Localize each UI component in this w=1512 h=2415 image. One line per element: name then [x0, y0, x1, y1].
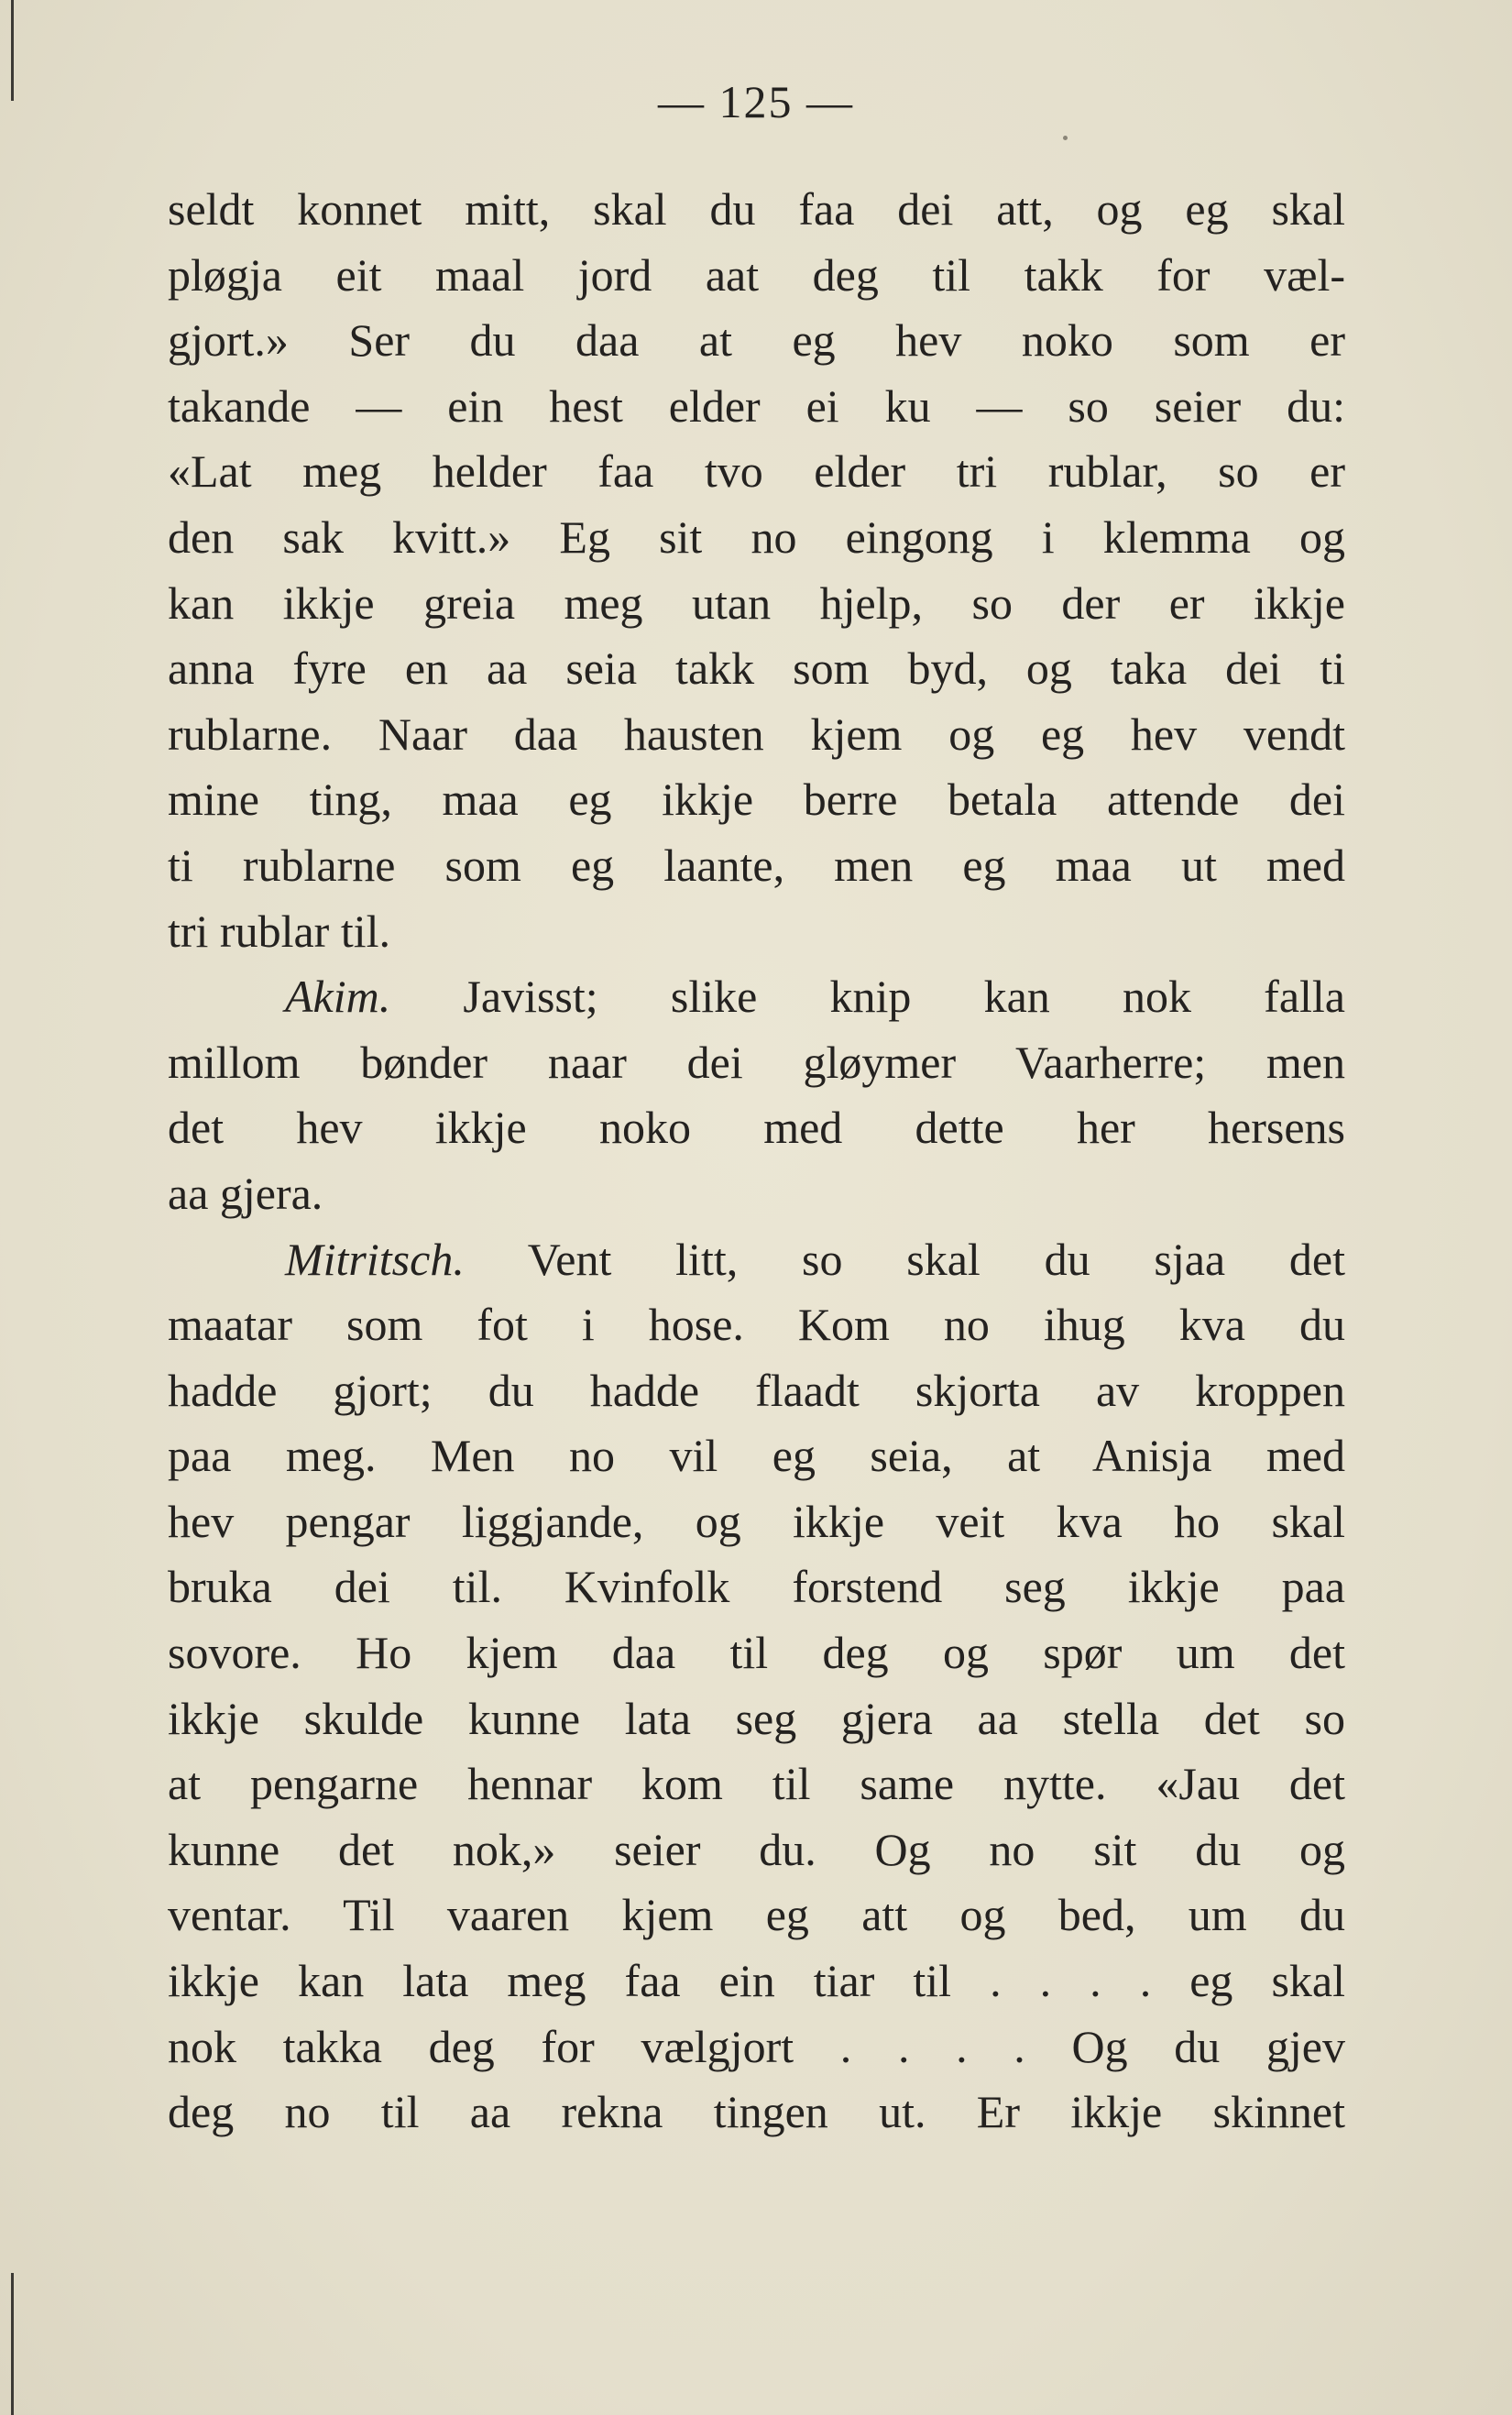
- text-line: [168, 767, 1345, 833]
- text-line: [168, 1489, 1345, 1555]
- text-line: [168, 1227, 1345, 1293]
- line-text: ventar. Til vaaren kjem eg att og bed, um du: [168, 1889, 1345, 1941]
- text-line: [168, 2014, 1345, 2080]
- line-text: takande — ein hest elder ei ku — so seier du:: [168, 379, 1345, 432]
- text-line: [168, 505, 1345, 571]
- text-line: [168, 1817, 1345, 1883]
- line-text: kunne det nok,» seier du. Og no sit du og: [168, 1823, 1345, 1875]
- text-line: [168, 1751, 1345, 1817]
- page-number: — 125 —: [658, 76, 854, 127]
- line-text: seldt konnet mitt, skal du faa dei att, og eg skal: [168, 183, 1345, 235]
- text-line: [168, 1095, 1345, 1161]
- line-text: tri rublar til.: [168, 905, 390, 957]
- text-line: [168, 243, 1345, 309]
- text-line: [168, 1161, 1345, 1227]
- body-text: [168, 177, 1345, 2146]
- line-text: at pengarne hennar kom til same nytte. «Jau det: [168, 1758, 1345, 1810]
- line-text: rublarne. Naar daa hausten kjem og eg hev vendt: [168, 708, 1345, 760]
- speaker-name: Mitritsch.: [285, 1233, 465, 1285]
- text-line: [168, 636, 1345, 702]
- line-text: Javisst; slike knip kan nok falla: [390, 971, 1345, 1023]
- text-line: [168, 1554, 1345, 1620]
- line-text: maatar som fot i hose. Kom no ihug kva du: [168, 1299, 1345, 1351]
- text-line: [168, 1030, 1345, 1096]
- line-text: aa gjera.: [168, 1167, 323, 1219]
- line-text: det hev ikkje noko med dette her hersens: [168, 1102, 1345, 1154]
- line-text: nok takka deg for vælgjort . . . . Og du gjev: [168, 2020, 1345, 2072]
- text-line: [168, 571, 1345, 637]
- line-text: kan ikkje greia meg utan hjelp, so der er ikkje: [168, 576, 1345, 629]
- line-text: bruka dei til. Kvinfolk forstend seg ikkje paa: [168, 1561, 1345, 1613]
- text-line: [168, 308, 1345, 374]
- line-text: hadde gjort; du hadde flaadt skjorta av kroppen: [168, 1364, 1345, 1416]
- line-text: millom bønder naar dei gløymer Vaarherre; men: [168, 1036, 1345, 1088]
- line-text: paa meg. Men no vil eg seia, at Anisja med: [168, 1430, 1345, 1482]
- text-line: [168, 899, 1345, 965]
- text-line: [168, 833, 1345, 899]
- line-text: pløgja eit maal jord aat deg til takk for væl-: [168, 248, 1345, 301]
- text-line: [168, 177, 1345, 243]
- text-line: [168, 1423, 1345, 1489]
- line-text: ti rublarne som eg laante, men eg maa ut med: [168, 839, 1345, 891]
- line-text: hev pengar liggjande, og ikkje veit kva ho skal: [168, 1495, 1345, 1547]
- text-line: [168, 964, 1345, 1030]
- text-line: [168, 1292, 1345, 1358]
- line-text: sovore. Ho kjem daa til deg og spør um det: [168, 1627, 1345, 1679]
- text-line: [168, 1948, 1345, 2014]
- line-text: ikkje skulde kunne lata seg gjera aa stella det so: [168, 1692, 1345, 1744]
- text-line: [168, 1686, 1345, 1752]
- text-line: [168, 1620, 1345, 1686]
- speck: [1063, 136, 1068, 140]
- line-text: ikkje kan lata meg faa ein tiar til . . . . eg skal: [168, 1955, 1345, 2007]
- text-line: [168, 439, 1345, 505]
- line-text: deg no til aa rekna tingen ut. Er ikkje skinnet: [168, 2086, 1345, 2138]
- line-text: gjort.» Ser du daa at eg hev noko som er: [168, 314, 1345, 367]
- text-line: [168, 1883, 1345, 1948]
- text-line: [168, 2080, 1345, 2146]
- text-line: [168, 1358, 1345, 1424]
- page-edge-mark: [11, 2273, 14, 2415]
- line-text: den sak kvitt.» Eg sit no eingong i klemma og: [168, 510, 1345, 563]
- line-text: «Lat meg helder faa tvo elder tri rublar, so er: [168, 445, 1345, 498]
- text-line: [168, 374, 1345, 440]
- line-text: Vent litt, so skal du sjaa det: [464, 1233, 1345, 1285]
- speaker-name: Akim.: [285, 971, 391, 1023]
- line-text: anna fyre en aa seia takk som byd, og taka dei ti: [168, 642, 1345, 695]
- text-line: [168, 702, 1345, 768]
- line-text: mine ting, maa eg ikkje berre betala attende dei: [168, 774, 1345, 826]
